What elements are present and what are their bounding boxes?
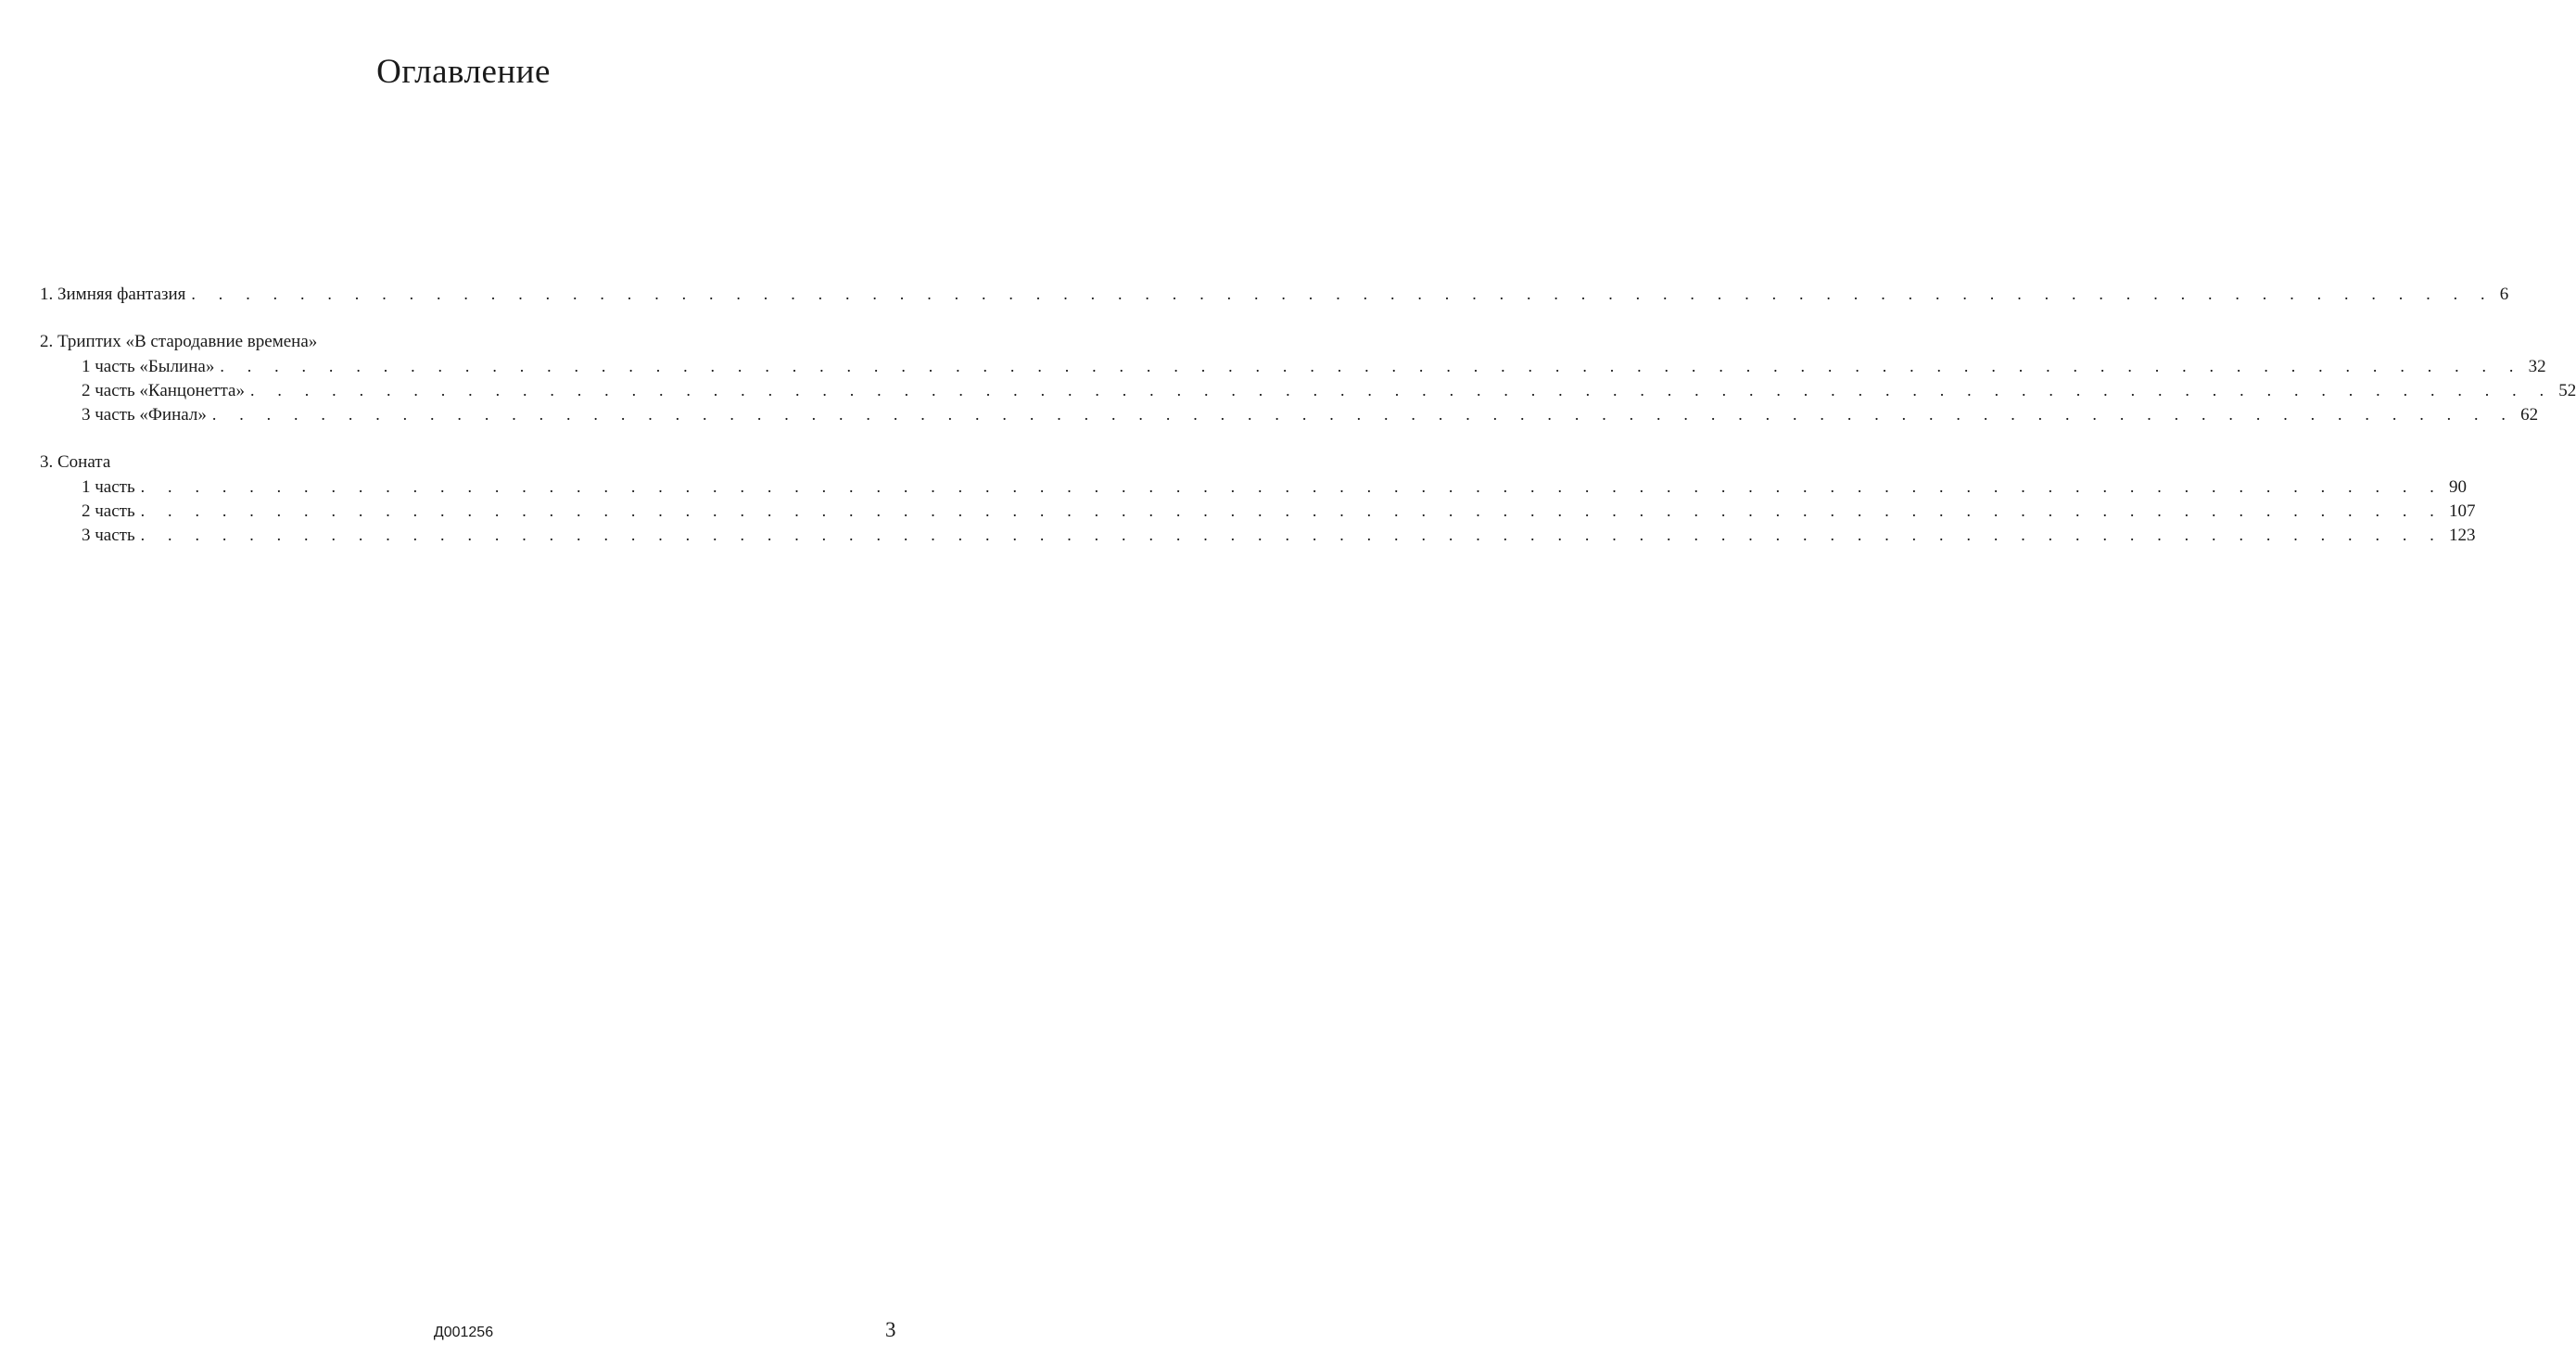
dot-leader: . . . . . . . . . . . . . . . . . . . . . . . . . . . . . . . . . . . . . . . . . . . . . . . . . . . . . . . . . . . . . . . . . . . . . . . . . . . . . . . . . . . . . xyxy=(249,381,2554,399)
toc-entry-sonata-part-3[interactable] xyxy=(40,523,2476,547)
toc-entry-page: 52 xyxy=(2558,381,2576,400)
toc-entry-winter-fantasy[interactable] xyxy=(40,282,2509,306)
toc-entry-label: 2 часть «Канцонетта» xyxy=(82,381,245,400)
toc-entry-sonata-part-1[interactable] xyxy=(40,475,2467,499)
dot-leader: . . . . . . . . . . . . . . . . . . . . . . . . . . . . . . . . . . . . . . . . . . . . . . . . . . . . . . . . . . . . . . . . . . . . . . . . . . . . . . . . . . . . . xyxy=(140,477,2443,496)
toc-entry-triptych-part-1[interactable] xyxy=(40,354,2546,378)
page-number: 3 xyxy=(885,1318,896,1341)
toc-entry-label: 3 часть xyxy=(82,526,135,545)
toc-entry-sonata-part-2[interactable] xyxy=(40,499,2476,523)
toc-entry-page: 90 xyxy=(2448,477,2467,497)
toc-entry-page: 6 xyxy=(2499,285,2509,304)
dot-leader: . . . . . . . . . . . . . . . . . . . . . . . . . . . . . . . . . . . . . . . . . . . . . . . . . . . . . . . . . . . . . . . . . . . . . . . . . . . . . . . . . . . . . xyxy=(191,285,2494,303)
dot-leader: . . . . . . . . . . . . . . . . . . . . . . . . . . . . . . . . . . . . . . . . . . . . . . . . . . . . . . . . . . . . . . . . . . . . . . . . . . . . . . . . . . . . . xyxy=(140,501,2443,520)
toc-entry-label: 3 часть «Финал» xyxy=(82,405,207,425)
toc-entry-label: 2 часть xyxy=(82,501,135,521)
toc-entry-page: 123 xyxy=(2448,526,2476,545)
publication-code: Д001256 xyxy=(433,1325,494,1340)
toc-entry-label: 1 часть «Былина» xyxy=(82,357,215,376)
toc-entry-page: 62 xyxy=(2520,405,2539,425)
page-title: Оглавление xyxy=(376,53,551,91)
dot-leader: . . . . . . . . . . . . . . . . . . . . . . . . . . . . . . . . . . . . . . . . . . . . . . . . . . . . . . . . . . . . . . . . . . . . . . . . . . . . . . . . . . . . . xyxy=(211,405,2516,424)
toc-entry-label: 1 часть xyxy=(82,477,135,497)
toc-entry-page: 32 xyxy=(2528,357,2546,376)
toc-entry-label: 1. Зимняя фантазия xyxy=(40,285,186,304)
toc-heading-sonata: 3. Соната xyxy=(40,452,111,472)
toc-heading-triptych: 2. Триптих «В стародавние времена» xyxy=(40,332,318,351)
toc-entry-triptych-part-2[interactable] xyxy=(40,378,2576,402)
toc-entry-triptych-part-3[interactable] xyxy=(40,402,2539,426)
toc-entry-page: 107 xyxy=(2448,501,2476,521)
table-of-contents xyxy=(40,282,2576,547)
dot-leader: . . . . . . . . . . . . . . . . . . . . . . . . . . . . . . . . . . . . . . . . . . . . . . . . . . . . . . . . . . . . . . . . . . . . . . . . . . . . . . . . . . . . . xyxy=(140,526,2443,544)
dot-leader: . . . . . . . . . . . . . . . . . . . . . . . . . . . . . . . . . . . . . . . . . . . . . . . . . . . . . . . . . . . . . . . . . . . . . . . . . . . . . . . . . . . . . xyxy=(220,357,2523,375)
